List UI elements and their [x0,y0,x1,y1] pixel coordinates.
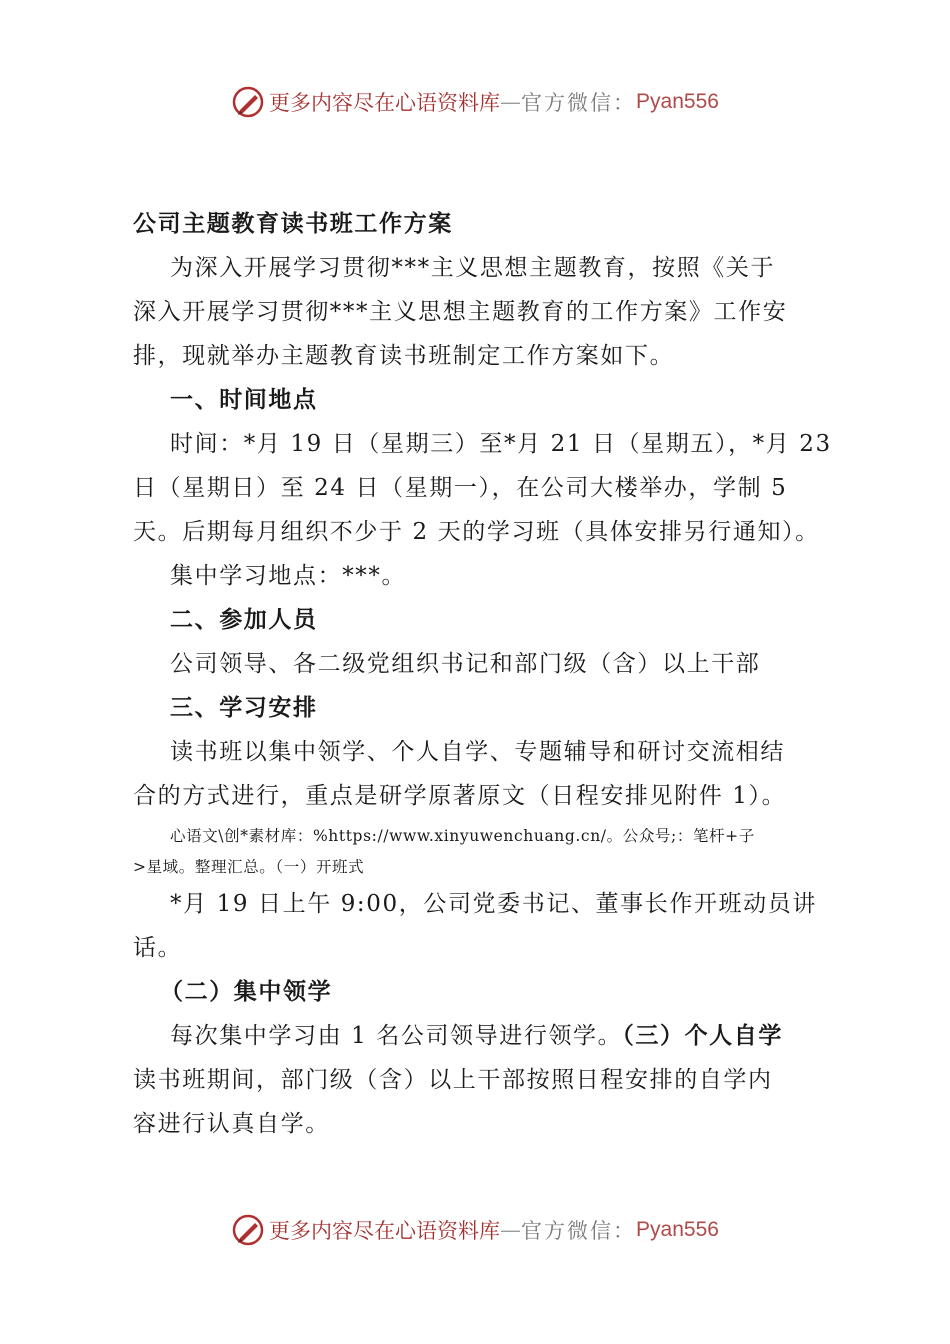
section-1-heading: 一、时间地点 [170,386,318,413]
subsection-2-heading: （二）集中领学 [160,978,333,1005]
time-line-3: 天。后期每月组织不少于 2 天的学习班（具体安排另行通知）。 [133,519,820,545]
note-line-2: >星域。整理汇总。（一）开班式 [133,858,365,876]
banner-wechat-id: Pyan556 [636,90,719,113]
section-2-heading: 二、参加人员 [170,606,318,633]
intro-line-3: 排，现就举办主题教育读书班制定工作方案如下。 [133,343,675,369]
subsection-2-line [170,1020,783,1052]
banner-dash: — [500,1218,522,1242]
document-title: 公司主题教育读书班工作方案 [133,210,453,237]
self-study-line-1: 读书班期间，部门级（含）以上干部按照日程安排的自学内 [133,1067,773,1093]
opening-line-1: *月 19 日上午 9:00，公司党委书记、董事长作开班动员讲 [170,891,817,917]
banner-wechat-label: 官方微信： [521,1219,637,1243]
subsection-3-heading: （三）个人自学 [622,1022,783,1049]
banner-wechat-label: 官方微信： [521,91,637,115]
note-line-1: 心语文\创*素材库：%https://www.xinyuwenchuang.cn/。公众号;：笔杆+子 [170,827,755,845]
pen-logo-icon [231,1213,265,1247]
header-banner [0,82,950,122]
intro-line-2: 深入开展学习贯彻***主义思想主题教育的工作方案》工作安 [133,299,788,325]
banner-main-text: 更多内容尽在心语资料库 [269,1219,501,1243]
time-line-1: 时间：*月 19 日（星期三）至*月 21 日（星期五），*月 23 [170,431,832,457]
arrangement-line-1: 读书班以集中领学、个人自学、专题辅导和研讨交流相结 [170,739,785,765]
place-line: 集中学习地点：***。 [170,563,407,589]
pen-logo-icon [231,85,265,119]
banner-main-text: 更多内容尽在心语资料库 [269,91,501,115]
self-study-line-2: 容进行认真自学。 [133,1111,330,1137]
arrangement-line-2: 合的方式进行，重点是研学原著原文（日程安排见附件 1）。 [133,783,787,809]
section-3-heading: 三、学习安排 [170,694,318,721]
time-line-2: 日（星期日）至 24 日（星期一），在公司大楼举办，学制 5 [133,475,788,501]
banner-dash: — [500,90,522,114]
intro-line-1: 为深入开展学习贯彻***主义思想主题教育，按照《关于 [170,255,776,281]
footer-banner [0,1210,950,1250]
participants-line: 公司领导、各二级党组织书记和部门级（含）以上干部 [170,651,761,677]
banner-wechat-id: Pyan556 [636,1218,719,1241]
opening-line-2: 话。 [133,935,183,961]
lead-study-text: 每次集中学习由 1 名公司领导进行领学。 [170,1023,623,1049]
